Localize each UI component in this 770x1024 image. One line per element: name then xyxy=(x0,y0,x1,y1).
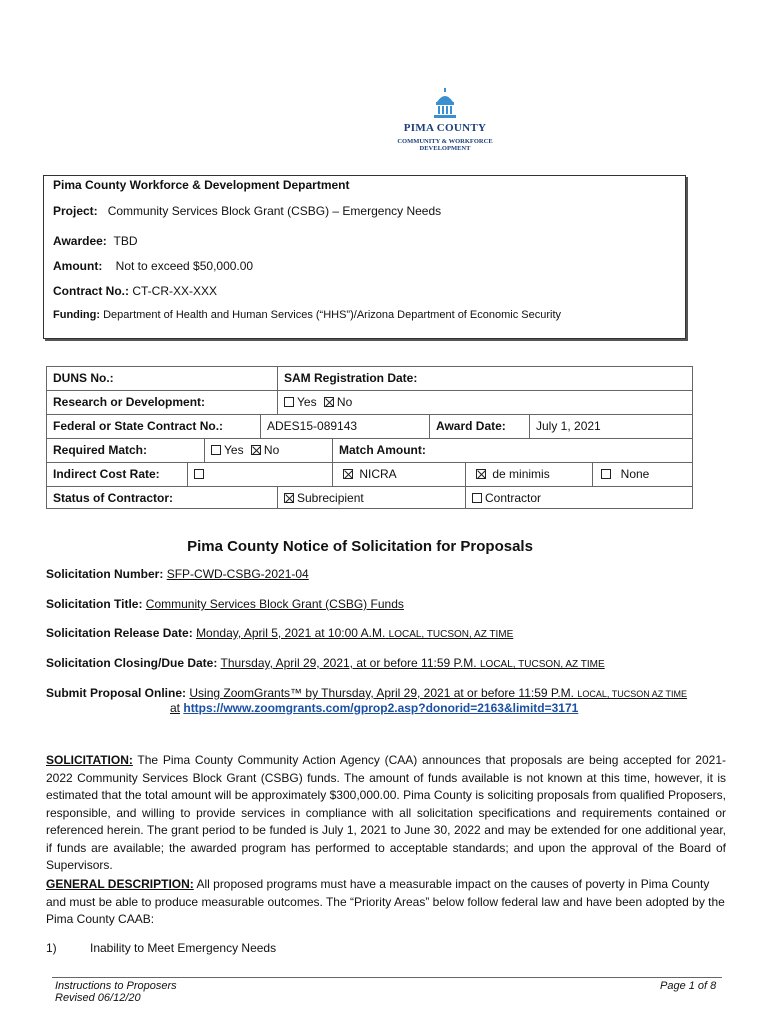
research-options: Yes No xyxy=(278,391,692,415)
logo-name: PIMA COUNTY xyxy=(403,122,487,134)
solicitation-heading: SOLICITATION: xyxy=(46,753,133,767)
required-match-options: Yes No xyxy=(205,439,333,463)
submit-proposal: Submit Proposal Online: Using ZoomGrants™ by Thursday, April 29, 2021 at or before 11:59 P.M. LOCAL, TUCSON AZ TIME xyxy=(46,686,688,700)
match-yes-checkbox[interactable] xyxy=(211,445,221,455)
contract-details-table xyxy=(46,366,693,509)
courthouse-dome-icon xyxy=(432,88,458,120)
release-date: Solicitation Release Date: Monday, April 5, 2021 at 10:00 A.M. LOCAL, TUCSON, AZ TIME xyxy=(46,626,514,640)
funding-row: Funding: Department of Health and Human Services (“HHS”)/Arizona Department of Economic Security xyxy=(53,309,562,321)
notice-title: Pima County Notice of Solicitation for Proposals xyxy=(187,538,533,555)
contractor-option: Contractor xyxy=(466,487,692,508)
none-option: None xyxy=(593,463,692,487)
research-yes-checkbox[interactable] xyxy=(284,397,294,407)
awardee-row: Awardee: TBD xyxy=(53,234,138,248)
status-label: Status of Contractor: xyxy=(47,487,278,508)
research-no-checkbox[interactable] xyxy=(324,397,334,407)
solicitation-paragraph xyxy=(46,752,726,875)
duns-label: DUNS No.: xyxy=(47,367,278,391)
research-label: Research or Development: xyxy=(47,391,278,415)
project-row: Project: Community Services Block Grant (CSBG) – Emergency Needs xyxy=(53,204,442,218)
solicitation-number: Solicitation Number: SFP-CWD-CSBG-2021-04 xyxy=(46,567,309,581)
zoomgrants-link[interactable]: https://www.zoomgrants.com/gprop2.asp?donorid=2163&limitd=3171 xyxy=(183,701,579,715)
logo-subtitle: COMMUNITY & WORKFORCE DEVELOPMENT xyxy=(397,138,493,152)
subrecipient-option: Subrecipient xyxy=(278,487,466,508)
footer-left: Instructions to Proposers Revised 06/12/20 xyxy=(55,980,177,1004)
de-minimis-checkbox[interactable] xyxy=(476,469,486,479)
pima-county-logo xyxy=(385,88,505,158)
project-info-box xyxy=(43,175,686,339)
department-name: Pima County Workforce & Development Department xyxy=(53,178,350,192)
priority-list-item: 1) Inability to Meet Emergency Needs xyxy=(46,941,277,955)
footer-divider xyxy=(52,977,722,978)
de-minimis-option: de minimis xyxy=(466,463,593,487)
sam-label: SAM Registration Date: xyxy=(278,367,692,391)
general-heading: GENERAL DESCRIPTION: xyxy=(46,877,194,891)
nicra-checkbox[interactable] xyxy=(343,469,353,479)
submit-url-line: at https://www.zoomgrants.com/gprop2.asp?donorid=2163&limitd=3171 xyxy=(170,701,579,715)
closing-date: Solicitation Closing/Due Date: Thursday, April 29, 2021, at or before 11:59 P.M. LOCAL, TUCSON, AZ TIME xyxy=(46,656,605,670)
subrecipient-checkbox[interactable] xyxy=(284,493,294,503)
fed-contract-value: ADES15-089143 xyxy=(261,415,430,439)
page-number: Page 1 of 8 xyxy=(660,980,717,992)
amount-row: Amount: Not to exceed $50,000.00 xyxy=(53,259,254,273)
award-date-label: Award Date: xyxy=(430,415,530,439)
fed-contract-label: Federal or State Contract No.: xyxy=(47,415,261,439)
contract-row: Contract No.: CT-CR-XX-XXX xyxy=(53,284,218,298)
match-no-checkbox[interactable] xyxy=(251,445,261,455)
solicitation-title: Solicitation Title: Community Services Block Grant (CSBG) Funds xyxy=(46,597,404,611)
solicitation-text: The Pima County Community Action Agency (CAA) announces that proposals are being accepted for 2021-2022 Community Services Block Grant (CSBG) funds. The amount of funds available is not known at this time, however, it is estimated that the total amount will be approximately $300,000.00. Pima County is soliciting proposals from qualified Proposers, responsible, and willing to provide services in compliance with all solicitation specifications and requirements contained or referenced herein. The grant period to be funded is July 1, 2021 to June 30, 2022 and may be extended for one additional year, if funds are available; the awarded program has performed to acceptable standards; and upon the approval of the Board of Supervisors. xyxy=(46,753,727,872)
indirect-cost-label: Indirect Cost Rate: xyxy=(47,463,188,487)
indirect-blank-checkbox[interactable] xyxy=(194,469,204,479)
match-amount-label: Match Amount: xyxy=(333,439,692,463)
contractor-checkbox[interactable] xyxy=(472,493,482,503)
general-text: All proposed programs must have a measurable impact on the causes of poverty in Pima County and must be able to produce measurable outcomes. The “Priority Areas” below follow federal law and have been adopted by the Pima County CAAB: xyxy=(46,877,725,926)
required-match-label: Required Match: xyxy=(47,439,205,463)
none-checkbox[interactable] xyxy=(601,469,611,479)
award-date-value: July 1, 2021 xyxy=(530,415,692,439)
general-description-paragraph xyxy=(46,876,726,929)
nicra-option: NICRA xyxy=(333,463,466,487)
indirect-blank-option xyxy=(188,463,333,487)
